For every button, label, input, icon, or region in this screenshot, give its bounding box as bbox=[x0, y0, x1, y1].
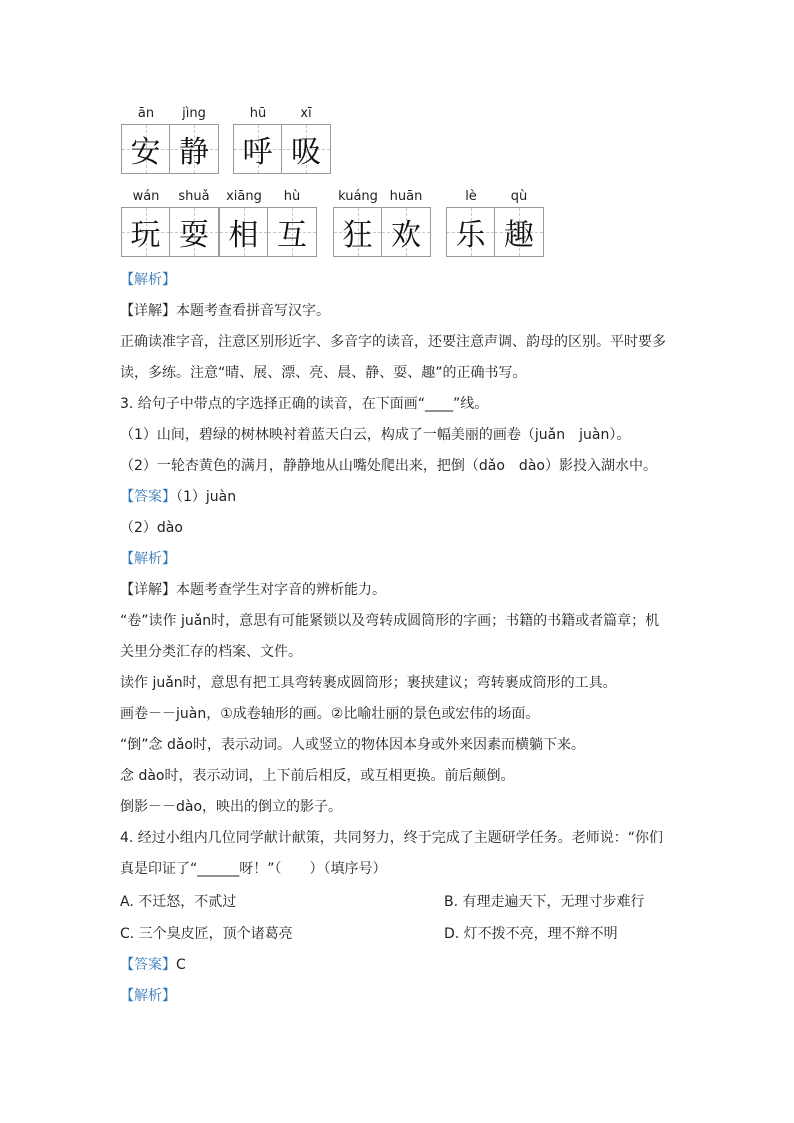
hanzi: 互 bbox=[277, 218, 307, 253]
hanzi: 狂 bbox=[342, 218, 373, 253]
daan-tag: 【答案】 bbox=[120, 957, 176, 973]
question-3-item-2: （2）一轮杏黄色的满月，静静地从山嘴处爬出来，把倒（dǎo dào）影投入湖水中。 bbox=[120, 458, 657, 474]
explanation-line: “倒”念 dǎo时，表示动词。人或竖立的物体因本身或外来因素而横躺下来。 bbox=[120, 737, 585, 753]
hanzi: 安 bbox=[130, 135, 161, 170]
explanation-line: 关里分类汇存的档案、文件。 bbox=[120, 644, 302, 660]
tianzige-anjing bbox=[121, 124, 219, 174]
option-c: C. 三个臭皮匠，顶个诸葛亮 bbox=[120, 926, 293, 942]
question-3-item-1: （1）山间，碧绿的树林映衬着蓝天白云，构成了一幅美丽的画卷（juǎn juàn）。 bbox=[120, 427, 631, 443]
answer-text: （1）juàn bbox=[176, 489, 237, 505]
pinyin: kuáng bbox=[338, 189, 378, 204]
answer-3-2: （2）dào bbox=[120, 520, 183, 536]
xiangjie-tag: 【详解】 bbox=[120, 303, 176, 319]
hanzi: 吸 bbox=[291, 135, 321, 170]
question-4-cont: 真是印证了“______呀！”（ ）（填序号） bbox=[120, 861, 387, 877]
pinyin: xiāng bbox=[226, 189, 262, 204]
xiangjie-tag: 【详解】 bbox=[120, 582, 176, 598]
explanation-line: 读作 juǎn时，意思有把工具弯转裹成圆筒形；裹挟建议；弯转裹成筒形的工具。 bbox=[120, 675, 617, 691]
tianzige-xianghu bbox=[219, 207, 317, 257]
hanzi: 相 bbox=[228, 218, 259, 253]
explanation-line: 读，多练。注意“晴、展、漂、亮、晨、静、耍、趣”的正确书写。 bbox=[120, 365, 527, 381]
answer-4 bbox=[120, 955, 186, 975]
pinyin: hù bbox=[283, 189, 301, 204]
hanzi: 趣 bbox=[504, 218, 534, 253]
hanzi: 呼 bbox=[242, 135, 273, 170]
question-4: 4. 经过小组内几位同学献计献策，共同努力，终于完成了主题研学任务。老师说：“你们 bbox=[120, 830, 664, 846]
hanzi: 欢 bbox=[391, 218, 421, 253]
daan-tag: 【答案】 bbox=[120, 489, 176, 505]
pinyin: jìng bbox=[182, 106, 206, 121]
tianzige-kuanghuan bbox=[333, 207, 431, 257]
pinyin: xī bbox=[300, 106, 312, 121]
xiangjie-text: 本题考查学生对字音的辨析能力。 bbox=[176, 582, 386, 598]
explanation-line: 念 dào时，表示动词，上下前后相反，或互相更换。前后颠倒。 bbox=[120, 768, 515, 784]
explanation-line: 画卷－－juàn，①成卷轴形的画。②比喻壮丽的景色或宏伟的场面。 bbox=[120, 706, 540, 722]
jiexi-label: 【解析】 bbox=[120, 272, 176, 288]
answer-3-1 bbox=[120, 487, 236, 507]
pinyin: shuǎ bbox=[178, 189, 210, 204]
jiexi-label: 【解析】 bbox=[120, 551, 176, 567]
pinyin: ān bbox=[137, 106, 155, 121]
hanzi: 乐 bbox=[455, 218, 486, 253]
option-a: A. 不迁怒，不贰过 bbox=[120, 894, 237, 910]
pinyin: lè bbox=[465, 189, 477, 204]
hanzi: 静 bbox=[179, 135, 209, 170]
explanation-line: “卷”读作 juǎn时，意思有可能紧锁以及弯转成圆筒形的字画；书籍的书籍或者篇章；机 bbox=[120, 613, 660, 629]
explanation-line: 倒影－－dào，映出的倒立的影子。 bbox=[120, 799, 343, 815]
pinyin: hū bbox=[249, 106, 267, 121]
pinyin: huān bbox=[389, 189, 423, 204]
answer-text: C bbox=[176, 957, 186, 973]
explanation-line: 正确读准字音，注意区别形近字、多音字的读音，还要注意声调、韵母的区别。平时要多 bbox=[120, 334, 666, 350]
pinyin: wán bbox=[132, 189, 160, 204]
hanzi: 玩 bbox=[130, 218, 161, 253]
xiangjie-text: 本题考查看拼音写汉字。 bbox=[176, 303, 330, 319]
option-b: B. 有理走遍天下，无理寸步难行 bbox=[444, 894, 645, 910]
jiexi-label: 【解析】 bbox=[120, 988, 176, 1004]
xiangjie-1 bbox=[120, 301, 330, 321]
tianzige-lequ bbox=[446, 207, 544, 257]
pinyin: qù bbox=[510, 189, 528, 204]
xiangjie-2 bbox=[120, 580, 386, 600]
hanzi: 耍 bbox=[179, 218, 209, 253]
question-3: 3. 给句子中带点的字选择正确的读音，在下面画“____”线。 bbox=[120, 396, 489, 412]
tianzige-wanshua bbox=[121, 207, 219, 257]
tianzige-huxi bbox=[233, 124, 331, 174]
option-d: D. 灯不拨不亮，理不辩不明 bbox=[444, 926, 618, 942]
